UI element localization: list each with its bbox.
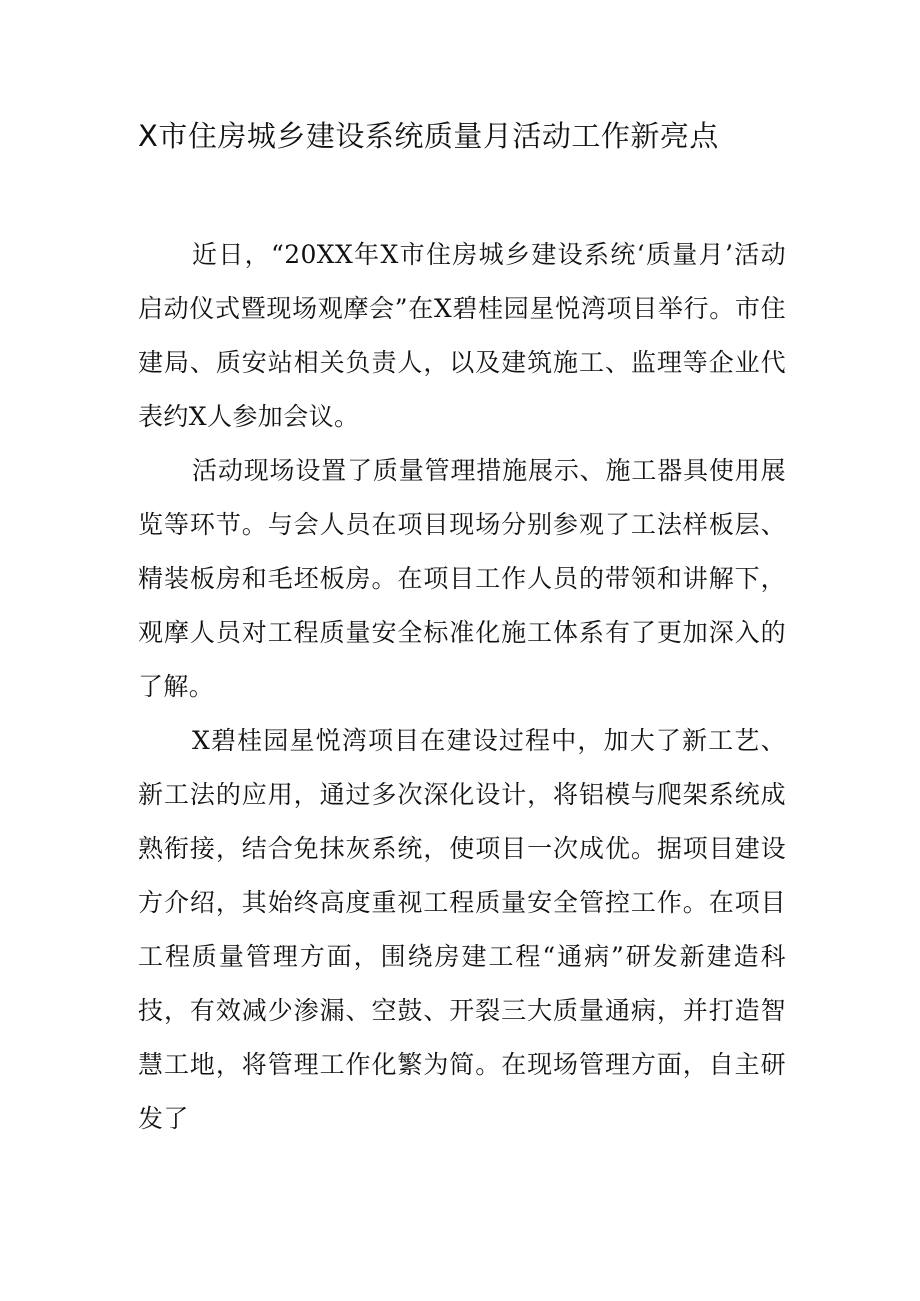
- paragraph-2: 活动现场设置了质量管理措施展示、施工器具使用展览等环节。与会人员在项目现场分别参观了工法样板层、精装板房和毛坯板房。在项目工作人员的带领和讲解下，观摩人员对工程质量安全标准化施工体系有了更加深入的了解。: [138, 456, 786, 701]
- paragraph-3: X碧桂园星悦湾项目在建设过程中，加大了新工艺、新工法的应用，通过多次深化设计，将铝模与爬架系统成熟衔接，结合免抹灰系统，使项目一次成优。据项目建设方介绍，其始终高度重视工程质量安全管控工作。在项目工程质量管理方面，围绕房建工程“通病”研发新建造科技，有效减少渗漏、空鼓、开裂三大质量通病，并打造智慧工地，将管理工作化繁为简。在现场管理方面，自主研发了: [138, 726, 786, 1133]
- document-body: [138, 228, 786, 1146]
- paragraph-1: 近日，“20XX年X市住房城乡建设系统‘质量月’活动启动仪式暨现场观摩会”在X碧桂园星悦湾项目举行。市住建局、质安站相关负责人，以及建筑施工、监理等企业代表约X人参加会议。: [138, 240, 786, 431]
- document-title: X市住房城乡建设系统质量月活动工作新亮点: [138, 119, 719, 153]
